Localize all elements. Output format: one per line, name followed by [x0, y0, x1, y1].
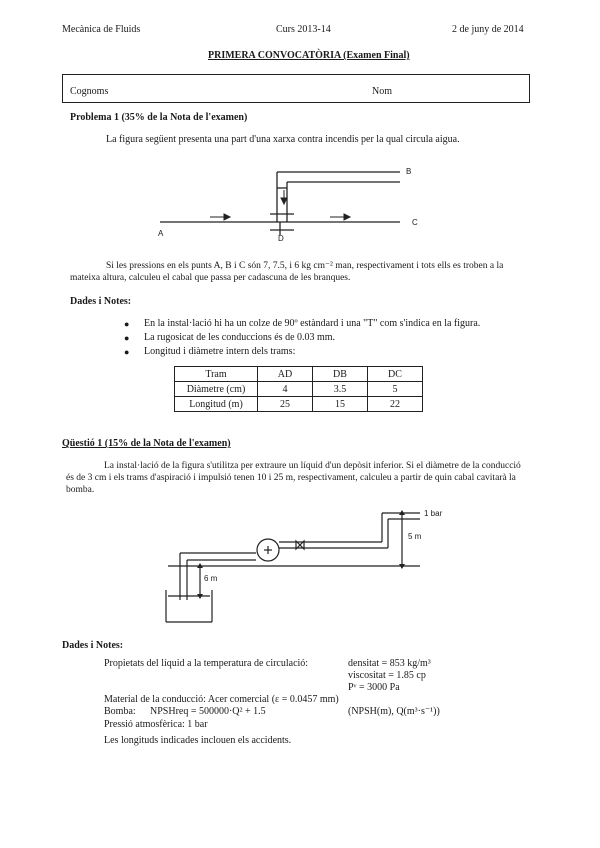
- point-b-label: B: [406, 167, 412, 176]
- problem1-note-2: La rugosicat de les conduccions és de 0.03 mm.: [144, 332, 336, 343]
- name-label: Nom: [372, 86, 392, 97]
- pump-units: (NPSH(m), Q(m³·s⁻¹)): [348, 706, 440, 717]
- course-name: Mecànica de Fluids: [62, 24, 141, 35]
- question1-notes-heading: Dades i Notes:: [62, 640, 124, 651]
- vapour-pressure-value: Pᵛ = 3000 Pa: [348, 682, 400, 693]
- pump-formula: NPSHreq = 500000·Q² + 1.5: [150, 706, 266, 717]
- density-value: densitat = 853 kg/m³: [348, 658, 431, 669]
- table-cell: 25: [258, 397, 313, 412]
- table-cell: 22: [368, 397, 423, 412]
- table-header-cell: Tram: [175, 367, 258, 382]
- surname-label: Cognoms: [70, 86, 109, 97]
- pipe-material: Material de la conducció: Acer comercial (ε = 0.0457 mm): [104, 694, 339, 705]
- table-cell: Diàmetre (cm): [175, 382, 258, 397]
- bullet-icon: ●: [124, 333, 130, 343]
- problem1-intro: La figura següent presenta una part d'una xarxa contra incendis per la qual circula aigua.: [106, 134, 460, 145]
- question1-statement-2: és de 3 cm i els trams d'aspiració i impulsió tenen 10 i 25 m, respectivament, calculeu a partir de quin cabal cavitarà la: [66, 473, 516, 483]
- lengths-note: Les longituds indicades inclouen els accidents.: [104, 735, 292, 746]
- point-a-label: A: [158, 229, 164, 238]
- problem1-note-1: En la instal·lació hi ha un colze de 90º estàndard i una "T" com s'indica en la figura.: [144, 318, 481, 329]
- problem1-notes-heading: Dades i Notes:: [70, 296, 132, 307]
- table-cell: 15: [313, 397, 368, 412]
- table-cell: 5: [368, 382, 423, 397]
- table-header-cell: DC: [368, 367, 423, 382]
- table-cell: 3.5: [313, 382, 368, 397]
- academic-year: Curs 2013-14: [276, 24, 331, 35]
- table-header-cell: AD: [258, 367, 313, 382]
- question1-heading: Qüestió 1 (15% de la Nota de l'examen): [62, 438, 231, 449]
- point-d-label: D: [278, 234, 284, 243]
- question1-statement-3: bomba.: [66, 485, 95, 495]
- problem1-note-3: Longitud i diàmetre intern dels trams:: [144, 346, 296, 357]
- table-cell: 4: [258, 382, 313, 397]
- table-header-cell: DB: [313, 367, 368, 382]
- atmospheric-pressure: Pressió atmosfèrica: 1 bar: [104, 719, 208, 730]
- liquid-props-label: Propietats del líquid a la temperatura de circulació:: [104, 658, 309, 669]
- bullet-icon: ●: [124, 319, 130, 329]
- height-down-label: 6 m: [204, 574, 218, 583]
- question1-statement-1: La instal·lació de la figura s'utilitza per extraure un líquid d'un depòsit inferior. Si el diàmetre de la conducció: [104, 461, 521, 471]
- exam-title: PRIMERA CONVOCATÒRIA (Examen Final): [208, 50, 410, 61]
- point-c-label: C: [412, 218, 418, 227]
- viscosity-value: viscositat = 1.85 cp: [348, 670, 426, 681]
- bullet-icon: ●: [124, 347, 130, 357]
- table-cell: Longitud (m): [175, 397, 258, 412]
- pump-label: Bomba:: [104, 706, 136, 717]
- problem1-heading: Problema 1 (35% de la Nota de l'examen): [70, 112, 248, 123]
- height-up-label: 5 m: [408, 532, 422, 541]
- pressure-label: 1 bar: [424, 509, 443, 518]
- problem1-statement-2: mateixa altura, calculeu el cabal que passa per cadascuna de les branques.: [70, 273, 351, 283]
- problem1-statement-1: Si les pressions en els punts A, B i C són 7, 7.5, i 6 kg cm⁻² man, respectivament i tots ells es troben a la: [106, 261, 504, 271]
- exam-date: 2 de juny de 2014: [452, 24, 524, 35]
